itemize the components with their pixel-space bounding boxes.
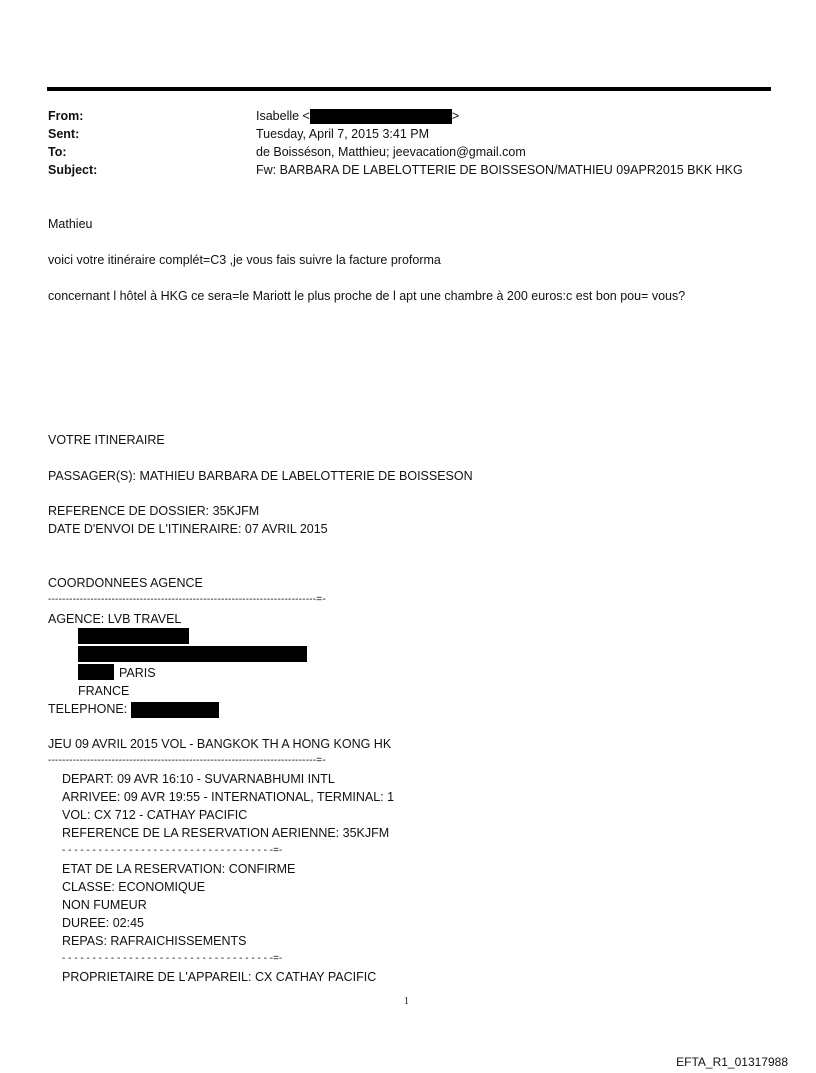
- redaction-block: [310, 109, 452, 124]
- from-label: From:: [48, 109, 84, 123]
- smoking-status: NON FUMEUR: [62, 898, 147, 912]
- flight-heading: JEU 09 AVRIL 2015 VOL - BANGKOK TH A HONG KONG HK: [48, 737, 392, 751]
- separator: ----------------------------------------------------------------------------=-: [48, 755, 326, 766]
- sent-value: Tuesday, April 7, 2015 3:41 PM: [256, 127, 430, 141]
- to-value: de Boisséson, Matthieu; jeevacation@gmail.com: [256, 145, 526, 159]
- from-prefix: Isabelle <: [256, 109, 310, 123]
- redaction-block: [78, 664, 114, 680]
- from-value: [256, 107, 459, 125]
- meal: REPAS: RAFRAICHISSEMENTS: [62, 934, 247, 948]
- agency-name: AGENCE: LVB TRAVEL: [48, 612, 182, 626]
- air-reservation-ref: REFERENCE DE LA RESERVATION AERIENNE: 35KJFM: [62, 826, 390, 840]
- itinerary-sent-date: DATE D'ENVOI DE L'ITINERAIRE: 07 AVRIL 2015: [48, 522, 328, 536]
- itinerary-title: VOTRE ITINERAIRE: [48, 433, 165, 447]
- message-line-2: concernant l hôtel à HKG ce sera=le Mariott le plus proche de l apt une chambre à 200 euros:c est bon pou= vous?: [48, 289, 686, 303]
- dossier-reference: REFERENCE DE DOSSIER: 35KJFM: [48, 504, 260, 518]
- redaction-block: [78, 628, 189, 644]
- subject-label: Subject:: [48, 163, 98, 177]
- arrival: ARRIVEE: 09 AVR 19:55 - INTERNATIONAL, TERMINAL: 1: [62, 790, 395, 804]
- subject-value: Fw: BARBARA DE LABELOTTERIE DE BOISSESON/MATHIEU 09APR2015 BKK HKG: [256, 163, 743, 177]
- sent-label: Sent:: [48, 127, 80, 141]
- agency-heading: COORDONNEES AGENCE: [48, 576, 203, 590]
- departure: DEPART: 09 AVR 16:10 - SUVARNABHUMI INTL: [62, 772, 335, 786]
- flight-duration: DUREE: 02:45: [62, 916, 144, 930]
- to-label: To:: [48, 145, 67, 159]
- agency-city: PARIS: [119, 666, 156, 680]
- aircraft-owner: PROPRIETAIRE DE L'APPAREIL: CX CATHAY PACIFIC: [62, 970, 377, 984]
- separator: ----------------------------------------------------------------------------=-: [48, 594, 326, 605]
- flight-number: VOL: CX 712 - CATHAY PACIFIC: [62, 808, 248, 822]
- separator: - - - - - - - - - - - - - - - - - - - - - - - - - - - - - - - - - - -=-: [62, 953, 283, 964]
- page-number: 1: [404, 996, 409, 1007]
- telephone-label: TELEPHONE:: [48, 702, 128, 716]
- message-line-1: voici votre itinéraire complét=C3 ,je vous fais suivre la facture proforma: [48, 253, 441, 267]
- redaction-block: [78, 646, 307, 662]
- separator: - - - - - - - - - - - - - - - - - - - - - - - - - - - - - - - - - - -=-: [62, 845, 283, 856]
- greeting: Mathieu: [48, 217, 93, 231]
- agency-country: FRANCE: [78, 684, 130, 698]
- from-suffix: >: [451, 109, 460, 123]
- telephone-row: [48, 700, 219, 718]
- travel-class: CLASSE: ECONOMIQUE: [62, 880, 206, 894]
- reservation-status: ETAT DE LA RESERVATION: CONFIRME: [62, 862, 296, 876]
- redaction-block: [131, 702, 219, 718]
- passengers: PASSAGER(S): MATHIEU BARBARA DE LABELOTTERIE DE BOISSESON: [48, 469, 473, 483]
- document-id: EFTA_R1_01317988: [676, 1055, 788, 1069]
- header-rule: [47, 87, 771, 91]
